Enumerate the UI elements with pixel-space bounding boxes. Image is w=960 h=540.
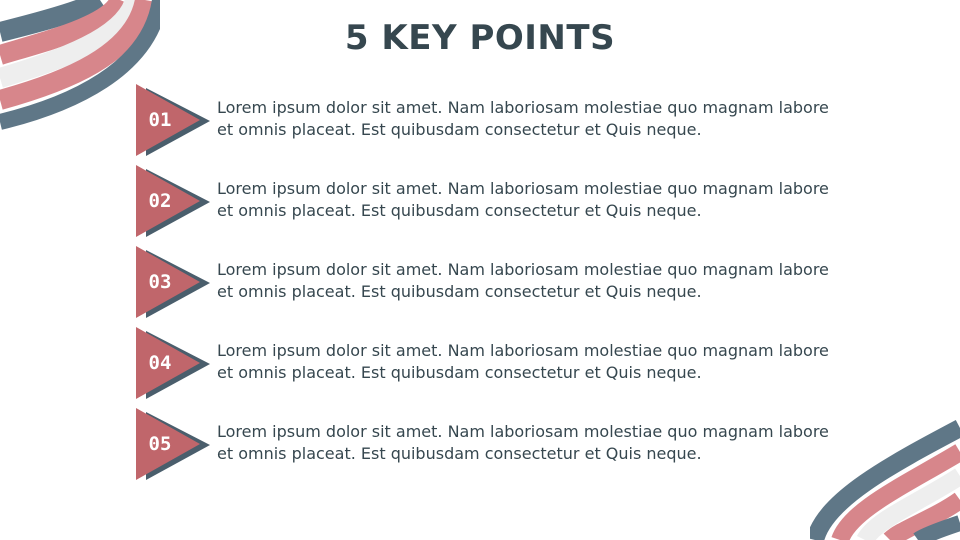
point-text: Lorem ipsum dolor sit amet. Nam laboriosam molestiae quo magnam labore et omnis placeat. Est quibusdam consectetur et Quis neque. — [217, 260, 829, 301]
key-point-item — [134, 246, 854, 322]
point-text: Lorem ipsum dolor sit amet. Nam laboriosam molestiae quo magnam labore et omnis placeat. Est quibusdam consectetur et Quis neque. — [217, 422, 829, 463]
point-text: Lorem ipsum dolor sit amet. Nam laboriosam molestiae quo magnam labore et omnis placeat. Est quibusdam consectetur et Quis neque. — [217, 341, 829, 382]
point-number: 03 — [148, 271, 172, 293]
key-point-item — [134, 165, 854, 241]
point-number: 05 — [148, 433, 172, 455]
point-number: 02 — [148, 190, 172, 212]
point-number: 01 — [148, 109, 172, 131]
point-text: Lorem ipsum dolor sit amet. Nam laboriosam molestiae quo magnam labore et omnis placeat. Est quibusdam consectetur et Quis neque. — [217, 98, 829, 139]
page-title: 5 KEY POINTS — [344, 18, 616, 58]
key-point-item — [134, 327, 854, 403]
point-number: 04 — [148, 352, 172, 374]
key-point-item — [134, 84, 854, 160]
key-point-item — [134, 408, 854, 484]
point-text: Lorem ipsum dolor sit amet. Nam laboriosam molestiae quo magnam labore et omnis placeat. Est quibusdam consectetur et Quis neque. — [217, 179, 829, 220]
